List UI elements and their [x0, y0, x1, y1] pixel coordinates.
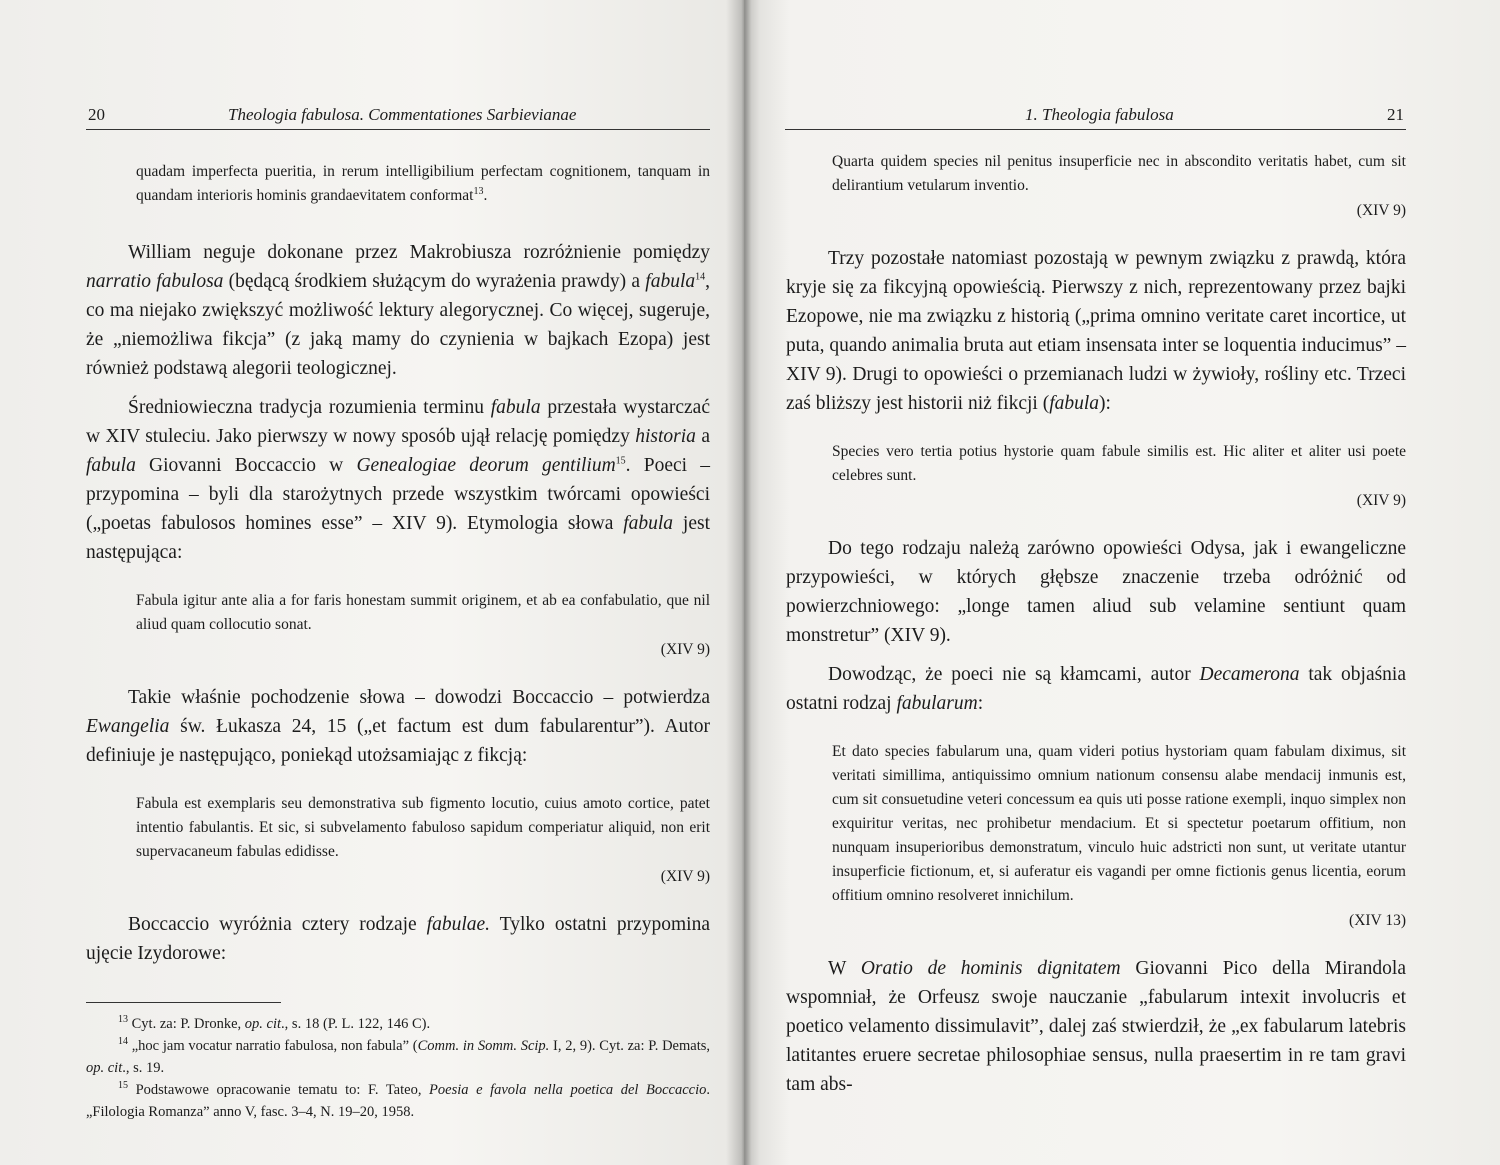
footnote: [86, 1035, 710, 1079]
text-run: Giovanni Boccaccio w: [135, 455, 357, 476]
paragraph: Do tego rodzaju należą zarówno opowieści Odysa, jak i ewangeliczne przypowieści, w których głębsze znaczenie trzeba odróżnić od powierzchniowego: „longe tamen aliud sub velamine sentiunt quam monstretur” (XIV 9).: [786, 538, 1406, 646]
text-run: . Poeci – przypomina – byli dla starożytnych przede wszystkim twórcami opowieści („poetas fabulosos homines esse” – XIV 9). Etymologia słowa: [86, 455, 710, 534]
right-running-title: 1. Theologia fabulosa: [1025, 105, 1174, 124]
text-run: tak objaśnia ostatni rodzaj: [786, 664, 1407, 714]
text-run: I, 2, 9). Cyt. za: P. Demats,: [549, 1038, 710, 1054]
footnote: [86, 1013, 710, 1035]
left-page: [0, 0, 744, 1165]
footnote-separator: [86, 1002, 281, 1003]
paragraph: [86, 683, 710, 770]
book-gutter: [726, 0, 760, 1165]
italic-run: Comm. in Somm. Scip.: [417, 1038, 550, 1054]
italic-run: Ewangelia: [86, 716, 170, 737]
quote-reference: (XIV 9): [1356, 492, 1406, 509]
block-quote: Quarta quidem species nil penitus insuperficie nec in abscondito veritatis habet, cum sit delirantium vetularum inventio.: [832, 153, 1406, 194]
italic-run: historia: [635, 426, 696, 447]
paragraph: [786, 954, 1406, 1099]
block-quote: Species vero tertia potius hystorie quam fabule similis est. Hic aliter et aliter usi poete celebres sunt.: [832, 443, 1406, 484]
italic-run: fabularum: [896, 693, 978, 714]
footnote-number: 14: [118, 1036, 128, 1048]
text-run: . „Filologia Romanza” anno V, fasc. 3–4, N. 19–20, 1958.: [86, 1082, 710, 1120]
text-run: :: [977, 693, 984, 714]
paragraph: [786, 244, 1406, 418]
italic-run: Poesia e favola nella poetica del Boccaccio: [429, 1082, 707, 1098]
text-run: ):: [1099, 393, 1111, 414]
text-run: Średniowieczna tradycja rozumienia terminu: [128, 397, 491, 418]
text-run: (będącą środkiem służącym do wyrażenia prawdy) a: [223, 271, 646, 292]
italic-run: fabula: [623, 513, 674, 534]
paragraph: [86, 393, 710, 567]
left-running-header: [86, 103, 710, 130]
text-run: Giovanni Pico della Mirandola wspomniał, że Orfeusz swoje nauczanie „fabularum intexit involucris et poetico velamento dissimulavit”, dalej zaś stwierdził, że „ex fabularum latebris latitantes eruere secretae philosophiae sensus, nulla praesertim in re tam gravi tam abs-: [786, 958, 1406, 1095]
italic-run: fabula: [645, 271, 696, 292]
quote-end: .: [483, 187, 488, 204]
footnote-number: 13: [118, 1014, 128, 1026]
italic-run: fabula: [86, 455, 136, 476]
text-run: Cyt. za: P. Dronke,: [131, 1016, 245, 1032]
text-run: Tylko ostatni przypomina ujęcie Izydorowe:: [86, 914, 710, 964]
text-run: a: [695, 426, 711, 447]
text-run: , co ma niejako zwiększyć możliwość lektury alegorycznej. Co więcej, sugeruje, że „niemożliwa fikcja” (z jaką mamy do czynienia w bajkach Ezopa) jest również podstawą alegorii teologicznej.: [86, 271, 711, 379]
italic-run: op. cit: [86, 1060, 123, 1076]
footnote-ref[interactable]: 13: [473, 185, 484, 197]
text-run: ., s. 19.: [122, 1060, 165, 1076]
paragraph: [86, 910, 710, 968]
text-run: Dowodząc, że poeci nie są kłamcami, autor: [828, 664, 1200, 685]
text-run: W: [828, 958, 861, 979]
quote-reference: (XIV 9): [660, 868, 710, 885]
right-running-header: [785, 103, 1406, 130]
italic-run: fabulae.: [426, 914, 491, 935]
footnote: [86, 1079, 710, 1123]
italic-run: Oratio de hominis dignitatem: [860, 958, 1121, 979]
text-run: William neguje dokonane przez Makrobiusza rozróżnienie pomiędzy: [128, 242, 710, 263]
right-body: [786, 150, 1406, 1099]
paragraph: [86, 238, 710, 383]
block-quote: Fabula igitur ante alia a for faris honestam summit originem, et ab ea confabulatio, que nil aliud quam collocutio sonat.: [136, 592, 710, 633]
text-run: Podstawowe opracowanie tematu to: F. Tateo,: [135, 1082, 430, 1098]
text-run: Trzy pozostałe natomiast pozostają w pewnym związku z prawdą, która kryje się za fikcyjną opowieścią. Pierwszy z nich, reprezentowany przez bajki Ezopowe, nie ma związku z historią („prima omnino veritate caret incortice, ut puta, quando animalia bruta aut etiam insensata inter se loquentia inducimus” – XIV 9). Drugi to opowieści o przemianach ludzi w żywioły, rośliny etc. Trzeci zaś bliższy jest historii niż fikcji (: [786, 248, 1406, 414]
italic-run: op. cit: [244, 1016, 282, 1032]
text-run: jest następująca:: [86, 513, 710, 563]
left-page-number: 20: [88, 105, 105, 124]
text-run: Takie właśnie pochodzenie słowa – dowodzi Boccaccio – potwierdza: [128, 687, 710, 708]
italic-run: fabula: [1049, 393, 1100, 414]
left-body: [86, 160, 710, 1123]
text-run: „hoc jam vocatur narratio fabulosa, non fabula” (: [131, 1038, 418, 1054]
text-run: ., s. 18 (P. L. 122, 146 C).: [281, 1016, 431, 1032]
quote-reference: (XIV 13): [1349, 912, 1406, 929]
footnote-number: 15: [118, 1080, 128, 1092]
footnote-ref[interactable]: 15: [615, 455, 626, 467]
right-page-number: 21: [1387, 105, 1404, 124]
italic-run: fabula: [490, 397, 541, 418]
quote-reference: (XIV 9): [660, 641, 710, 658]
italic-run: Genealogiae deorum gentilium: [356, 455, 616, 476]
text-run: św. Łukasza 24, 15 („et factum est dum fabularentur”). Autor definiuje je następująco, poniekąd utożsamiając z fikcją:: [86, 716, 710, 766]
block-quote: Et dato species fabularum una, quam videri potius hystoriam quam fabulam diximus, sit veritati simillima, antiquissimo omnium nationum consensu alabe mendacij inmunis est, cum sit consuetudine veteri concessum ea quis uti posse ratione exempli, inquo simplex non exquiritur veritas, nec prohibetur mendacium. Et si spectetur poetarum offitium, non nunquam insuperioribus demonstratum, vinculo huic adstricti non sunt, ut veritate utantur insuperficie fictionum, et, si auferatur eis vagandi per omne fictionis genus licentia, eorum offitium omnino resolveret innichilum.: [832, 743, 1406, 904]
left-running-title: Theologia fabulosa. Commentationes Sarbievianae: [228, 105, 577, 124]
block-quote: [136, 160, 710, 208]
quote-reference: (XIV 9): [1356, 202, 1406, 219]
text-run: przestała wystarczać w XIV stuleciu. Jako pierwszy w nowy sposób ujął relację pomiędzy: [86, 397, 710, 447]
text-run: Boccaccio wyróżnia cztery rodzaje: [128, 914, 427, 935]
italic-run: narratio fabulosa: [86, 271, 224, 292]
quote-text: quadam imperfecta pueritia, in rerum intelligibilium perfectam cognitionem, tanquam in quandam interioris hominis grandaevitatem conformat: [136, 163, 710, 204]
footnote-ref[interactable]: 14: [695, 271, 706, 283]
block-quote: Fabula est exemplaris seu demonstrativa sub figmento locutio, cuius amoto cortice, patet intentio fabulantis. Et sic, si subvelamento fabuloso sapidum comperiatur aliquid, non erit supervacaneum fabulas edidisse.: [136, 795, 710, 860]
paragraph: [786, 660, 1406, 718]
italic-run: Decamerona: [1199, 664, 1300, 685]
